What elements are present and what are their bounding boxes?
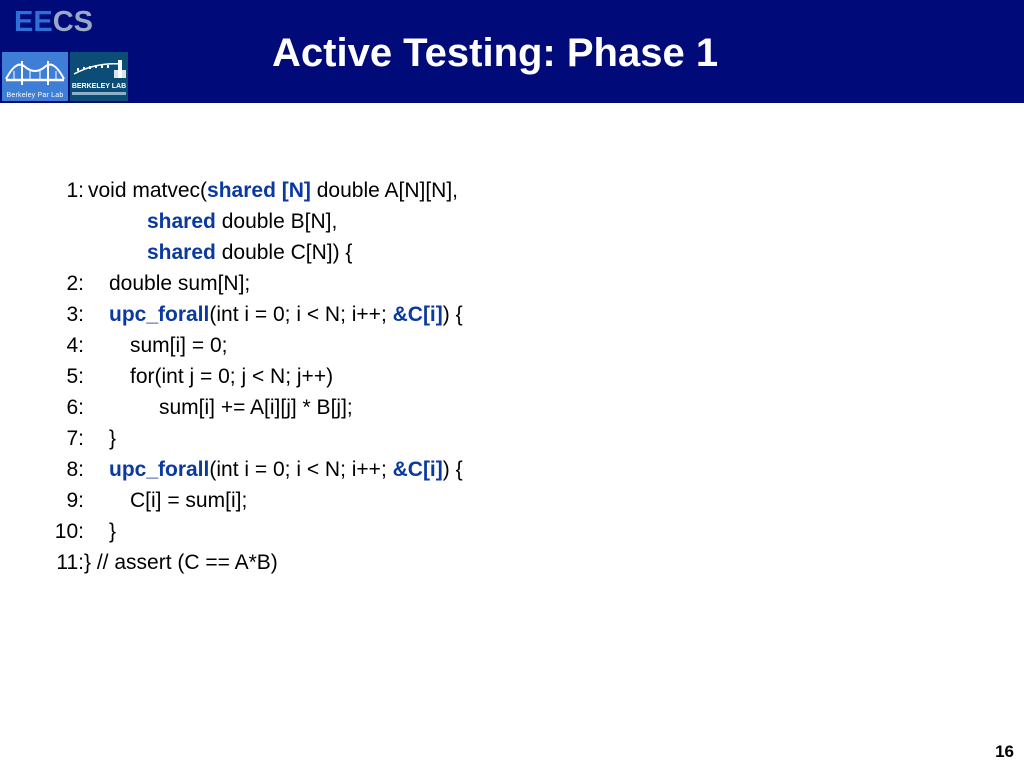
code-text: for(int j = 0; j < N; j++) — [130, 365, 334, 388]
code-line-4 — [0, 330, 1024, 361]
code-text: } // assert (C == A*B) — [84, 551, 278, 574]
berkeley-lab-subtitle-line — [72, 92, 126, 95]
code-line-11 — [0, 547, 1024, 578]
header-bar — [0, 0, 1024, 103]
code-text: } — [109, 520, 117, 543]
code-text: } — [109, 427, 117, 450]
line-number: 4: — [66, 334, 84, 357]
code-line-1 — [0, 175, 1024, 206]
code-fragment: ) { — [442, 303, 463, 326]
code-text: double sum[N]; — [109, 272, 251, 295]
line-number: 5: — [66, 365, 84, 388]
keyword-affinity: &C[i] — [392, 303, 443, 326]
code-line-6 — [0, 392, 1024, 423]
line-number: 7: — [66, 427, 84, 450]
keyword-upc-forall: upc_forall — [109, 303, 210, 326]
keyword-shared: shared — [147, 210, 216, 233]
line-number: 11: — [56, 551, 84, 574]
code-line-3 — [0, 299, 1024, 330]
code-fragment: (int i = 0; i < N; i++; — [209, 303, 393, 326]
keyword-upc-forall: upc_forall — [109, 458, 210, 481]
code-text — [147, 206, 337, 237]
code-line-8 — [0, 454, 1024, 485]
code-text — [109, 454, 463, 485]
code-line-9 — [0, 485, 1024, 516]
code-fragment: void matvec( — [88, 179, 208, 202]
line-number: 2: — [66, 272, 84, 295]
code-fragment: double A[N][N], — [310, 179, 458, 202]
eecs-logo — [14, 4, 93, 40]
par-lab-label: Berkeley Par Lab — [6, 92, 64, 99]
line-number: 3: — [66, 303, 84, 326]
code-line-2 — [0, 268, 1024, 299]
code-text: sum[i] = 0; — [130, 334, 228, 357]
code-fragment: ) { — [442, 458, 463, 481]
code-fragment: (int i = 0; i < N; i++; — [209, 458, 393, 481]
code-fragment: double B[N], — [215, 210, 338, 233]
code-line-7 — [0, 423, 1024, 454]
berkeley-par-lab-logo — [2, 52, 68, 101]
keyword-shared: shared — [147, 241, 216, 264]
line-number: 10: — [54, 520, 84, 543]
code-text — [88, 175, 458, 206]
line-number: 8: — [66, 458, 84, 481]
keyword-shared: shared [N] — [207, 179, 311, 202]
code-line-5 — [0, 361, 1024, 392]
code-line-1-cont-c — [0, 237, 1024, 268]
eecs-logo-cs: CS — [52, 6, 93, 38]
code-text: sum[i] += A[i][j] * B[j]; — [159, 396, 353, 419]
line-number: 6: — [66, 396, 84, 419]
line-number: 1: — [66, 179, 84, 202]
code-line-10 — [0, 516, 1024, 547]
code-line-1-cont-b — [0, 206, 1024, 237]
page-number: 16 — [995, 742, 1014, 761]
eecs-logo-ee: EE — [14, 6, 53, 38]
code-fragment: double C[N]) { — [215, 241, 353, 264]
code-text — [109, 299, 463, 330]
code-listing — [0, 175, 1024, 578]
code-text — [147, 237, 352, 268]
code-text: C[i] = sum[i]; — [130, 489, 248, 512]
berkeley-lab-logo — [70, 52, 128, 101]
keyword-affinity: &C[i] — [392, 458, 443, 481]
slide-title: Active Testing: Phase 1 — [272, 31, 719, 75]
line-number: 9: — [66, 489, 84, 512]
berkeley-lab-label: BERKELEY LAB — [71, 83, 127, 90]
